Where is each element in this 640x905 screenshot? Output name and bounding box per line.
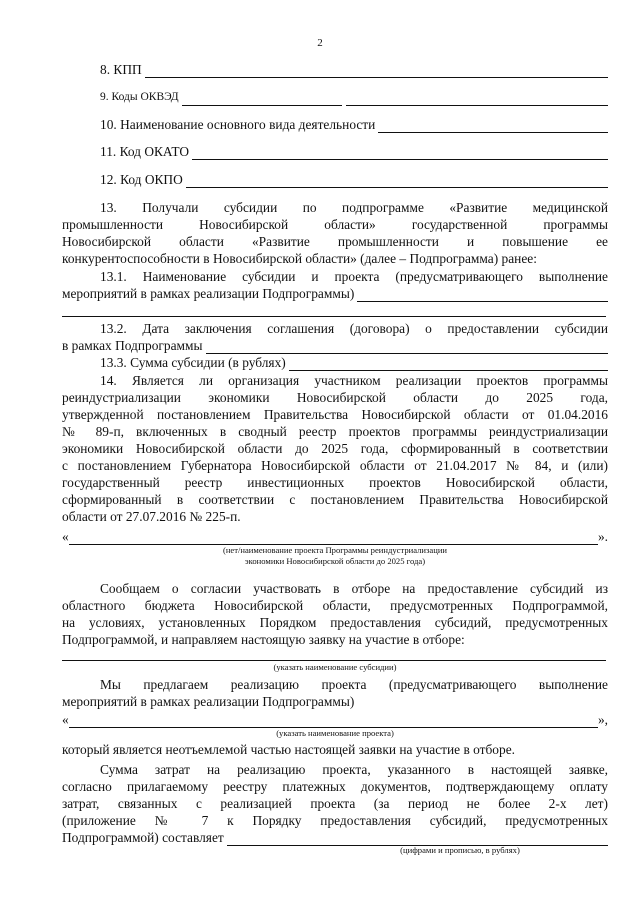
p14-quote-open: « <box>62 529 69 544</box>
field-main-activity-blank[interactable] <box>378 120 608 133</box>
project-name-field <box>62 711 608 728</box>
proposal-line: Мы предлагаем реализацию проекта (предусматривающего выполнение <box>100 677 608 692</box>
p13-line: Новосибирской области «Развитие промышленности и повышение ее <box>62 234 608 249</box>
p14-line: сформированный в соответствии с постановлением Правительства Новосибирской <box>62 492 608 507</box>
p14-answer-blank[interactable] <box>69 532 598 545</box>
p14-line: с постановлением Губернатора Новосибирской области от 21.04.2017 № 84, и (или) <box>62 458 608 473</box>
p14-line: реиндустриализации экономики Новосибирской области до 2025 года, <box>62 390 608 405</box>
field-kpp-label: 8. КПП <box>100 62 142 77</box>
field-okpo <box>100 171 608 188</box>
field-okpo-blank[interactable] <box>186 175 608 188</box>
p14-line: 14. Является ли организация участником реализации проектов программы <box>100 373 608 388</box>
p14-answer-field <box>62 528 608 545</box>
field-main-activity <box>100 116 608 133</box>
p13-2-label: в рамках Подпрограммы <box>62 338 203 353</box>
p14-line: экономики Новосибирской области до 2025 года, сформированный в соответствии <box>62 441 608 456</box>
p13-1-label: мероприятий в рамках реализации Подпрограммы) <box>62 286 355 301</box>
field-okved-blank-2[interactable] <box>346 93 608 106</box>
p13-line: промышленности Новосибирской области» государственной программы <box>62 217 608 232</box>
field-main-activity-label: 10. Наименование основного вида деятельности <box>100 117 376 132</box>
p13-1-field <box>62 285 608 302</box>
field-okved <box>100 89 608 106</box>
field-kpp <box>100 61 608 78</box>
p13-1-blank-2[interactable] <box>62 316 606 317</box>
costs-line: затрат, связанных с реализацией проекта (за период не более 2-х лет) <box>62 796 608 811</box>
field-kpp-blank[interactable] <box>145 65 608 78</box>
p13-1-blank[interactable] <box>357 289 608 302</box>
costs-amount-hint: (цифрами и прописью, в рублях) <box>400 845 520 855</box>
project-name-hint: (указать наименование проекта) <box>276 728 394 738</box>
p14-line: утвержденной постановлением Правительства Новосибирской области от 01.04.2016 <box>62 407 608 422</box>
costs-amount-field <box>62 829 608 846</box>
p13-3-label: 13.3. Сумма субсидии (в рублях) <box>100 355 286 370</box>
p13-1-line: 13.1. Наименование субсидии и проекта (предусматривающего выполнение <box>100 269 608 284</box>
proposal-line: который является неотъемлемой частью настоящей заявки на участие в отборе. <box>62 742 515 757</box>
project-quote-open: « <box>62 712 69 727</box>
p14-quote-close: ». <box>597 529 608 544</box>
p13-line: конкурентоспособности в Новосибирской области» (далее – Подпрограмма) ранее: <box>62 251 537 266</box>
field-okved-blank-1[interactable] <box>182 93 342 106</box>
p14-hint: (нет/наименование проекта Программы реиндустриализации <box>222 545 448 555</box>
field-okpo-label: 12. Код ОКПО <box>100 172 183 187</box>
field-okato-label: 11. Код ОКАТО <box>100 144 190 159</box>
p13-2-blank[interactable] <box>206 341 609 354</box>
costs-amount-label: Подпрограммой) составляет <box>62 830 224 845</box>
consent-line: Подпрограммой, и направляем настоящую заявку на участие в отборе: <box>62 632 465 647</box>
subsidy-name-hint: (указать наименование субсидии) <box>273 662 397 672</box>
consent-line: на условиях, установленных Порядком предоставления субсидий, предусмотренных <box>62 615 608 630</box>
p14-line: области от 27.07.2016 № 225-п. <box>62 509 241 524</box>
consent-line: областного бюджета Новосибирской области, предусмотренных Подпрограммой, <box>62 598 608 613</box>
costs-line: согласно прилагаемому реестру платежных документов, подтверждающему оплату <box>62 779 608 794</box>
p13-line: 13. Получали субсидии по подпрограмме «Развитие медицинской <box>100 200 608 215</box>
p13-3-field <box>100 354 608 371</box>
p13-3-blank[interactable] <box>289 358 608 371</box>
costs-line: Сумма затрат на реализацию проекта, указанного в настоящей заявке, <box>100 762 608 777</box>
page-number: 2 <box>317 37 323 49</box>
costs-line: (приложение № 7 к Порядку предоставления субсидий, предусмотренных <box>62 813 608 828</box>
p14-hint: экономики Новосибирской области до 2025 года) <box>244 556 426 566</box>
project-name-blank[interactable] <box>69 715 598 728</box>
p13-2-field <box>62 337 608 354</box>
p14-line: государственный реестр инвестиционных проектов Новосибирской области, <box>62 475 608 490</box>
field-okato-blank[interactable] <box>192 147 608 160</box>
p13-2-line: 13.2. Дата заключения соглашения (договора) о предоставлении субсидии <box>100 321 608 336</box>
field-okved-label: 9. Коды ОКВЭД <box>100 91 179 103</box>
subsidy-name-blank[interactable] <box>62 660 606 661</box>
p14-line: № 89-п, включенных в сводный реестр проектов программы реиндустриализации <box>62 424 608 439</box>
project-quote-close: », <box>597 712 608 727</box>
field-okato <box>100 143 608 160</box>
consent-line: Сообщаем о согласии участвовать в отборе на предоставление субсидий из <box>100 581 608 596</box>
proposal-line: мероприятий в рамках реализации Подпрограммы) <box>62 694 355 709</box>
